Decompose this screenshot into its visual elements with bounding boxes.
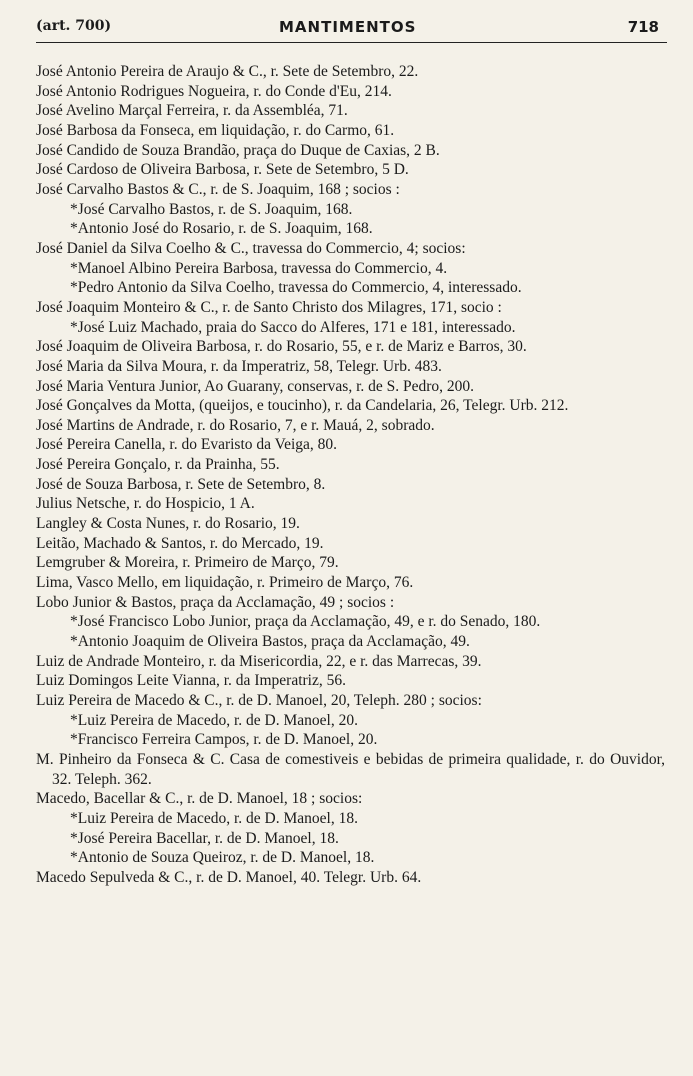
firm-entry: Julius Netsche, r. do Hospicio, 1 A.: [36, 495, 255, 513]
firm-entry: José Candido de Souza Brandão, praça do Duque de Caxias, 2 B.: [36, 141, 440, 159]
partner-entry: *Francisco Ferreira Campos, r. de D. Manoel, 20.: [70, 731, 378, 749]
partner-entry: *Manoel Albino Pereira Barbosa, travessa do Commercio, 4.: [70, 259, 448, 277]
firm-entry: Langley & Costa Nunes, r. do Rosario, 19.: [36, 515, 300, 533]
partner-entry: *José Francisco Lobo Junior, praça da Acclamação, 49, e r. do Senado, 180.: [70, 613, 541, 631]
firm-entry: Macedo Sepulveda & C., r. de D. Manoel, 40. Telegr. Urb. 64.: [36, 868, 422, 886]
firm-entry: José Carvalho Bastos & C., r. de S. Joaquim, 168 ; socios :: [36, 180, 400, 198]
firm-entry: Lobo Junior & Bastos, praça da Acclamação, 49 ; socios :: [36, 593, 395, 611]
page-header: [36, 10, 675, 44]
partner-entry: *Antonio Joaquim de Oliveira Bastos, praça da Acclamação, 49.: [70, 633, 470, 651]
firm-entry: José Daniel da Silva Coelho & C., travessa do Commercio, 4; socios:: [36, 239, 466, 257]
firm-entry: José Cardoso de Oliveira Barbosa, r. Sete de Setembro, 5 D.: [36, 161, 409, 179]
partner-entry: *Antonio José do Rosario, r. de S. Joaquim, 168.: [70, 220, 373, 238]
firm-entry: José Maria Ventura Junior, Ao Guarany, conservas, r. de S. Pedro, 200.: [36, 377, 475, 395]
firm-entry: José Gonçalves da Motta, (queijos, e toucinho), r. da Candelaria, 26, Telegr. Urb. 212.: [36, 397, 569, 415]
firm-entry: José Joaquim Monteiro & C., r. de Santo Christo dos Milagres, 171, socio :: [36, 298, 502, 316]
firm-entry: Lemgruber & Moreira, r. Primeiro de Março, 79.: [36, 554, 339, 572]
partner-entry: *José Pereira Bacellar, r. de D. Manoel, 18.: [70, 829, 339, 847]
firm-entry: José Avelino Marçal Ferreira, r. da Assembléa, 71.: [36, 102, 348, 120]
firm-entry: José Pereira Canella, r. do Evaristo da Veiga, 80.: [36, 436, 338, 454]
firm-entry: José de Souza Barbosa, r. Sete de Setembro, 8.: [36, 475, 326, 493]
firm-entry: José Martins de Andrade, r. do Rosario, 7, e r. Mauá, 2, sobrado.: [36, 416, 435, 434]
firm-entry: José Pereira Gonçalo, r. da Prainha, 55.: [36, 456, 280, 474]
page-title: MANTIMENTOS: [279, 18, 417, 36]
page-number: 718: [627, 18, 659, 36]
firm-entry: Luiz Pereira de Macedo & C., r. de D. Manoel, 20, Teleph. 280 ; socios:: [36, 692, 482, 709]
header-rule: [36, 42, 667, 43]
firm-entry: José Joaquim de Oliveira Barbosa, r. do Rosario, 55, e r. de Mariz e Barros, 30.: [36, 338, 527, 356]
partner-entry: *José Luiz Machado, praia do Sacco do Alferes, 171 e 181, interessado.: [70, 318, 516, 336]
firm-entry: M. Pinheiro da Fonseca & C. Casa de comestiveis e bebidas de primeira qualidade, r. do Ouvidor, 32. Teleph. 362.: [36, 750, 665, 788]
firm-entry: José Antonio Pereira de Araujo & C., r. Sete de Setembro, 22.: [36, 63, 419, 80]
partner-entry: *Luiz Pereira de Macedo, r. de D. Manoel, 18.: [70, 809, 358, 827]
firm-entry: Macedo, Bacellar & C., r. de D. Manoel, 18 ; socios:: [36, 790, 363, 808]
partner-entry: *José Carvalho Bastos, r. de S. Joaquim, 168.: [70, 200, 353, 218]
partner-entry: *Antonio de Souza Queiroz, r. de D. Manoel, 18.: [70, 849, 375, 867]
firm-entry: José Antonio Rodrigues Nogueira, r. do Conde d'Eu, 214.: [36, 82, 392, 100]
partner-entry: *Luiz Pereira de Macedo, r. de D. Manoel, 20.: [70, 711, 358, 729]
firm-entry: Leitão, Machado & Santos, r. do Mercado, 19.: [36, 534, 324, 552]
section-reference: (art. 700): [36, 18, 112, 34]
entry-list: [36, 62, 665, 888]
firm-entry: José Maria da Silva Moura, r. da Imperatriz, 58, Telegr. Urb. 483.: [36, 357, 442, 375]
firm-entry: Luiz de Andrade Monteiro, r. da Misericordia, 22, e r. das Marrecas, 39.: [36, 652, 482, 670]
firm-entry: Luiz Domingos Leite Vianna, r. da Imperatriz, 56.: [36, 672, 346, 690]
partner-entry: *Pedro Antonio da Silva Coelho, travessa do Commercio, 4, interessado.: [70, 279, 522, 297]
firm-entry: Lima, Vasco Mello, em liquidação, r. Primeiro de Março, 76.: [36, 574, 414, 592]
firm-entry: José Barbosa da Fonseca, em liquidação, r. do Carmo, 61.: [36, 121, 395, 139]
